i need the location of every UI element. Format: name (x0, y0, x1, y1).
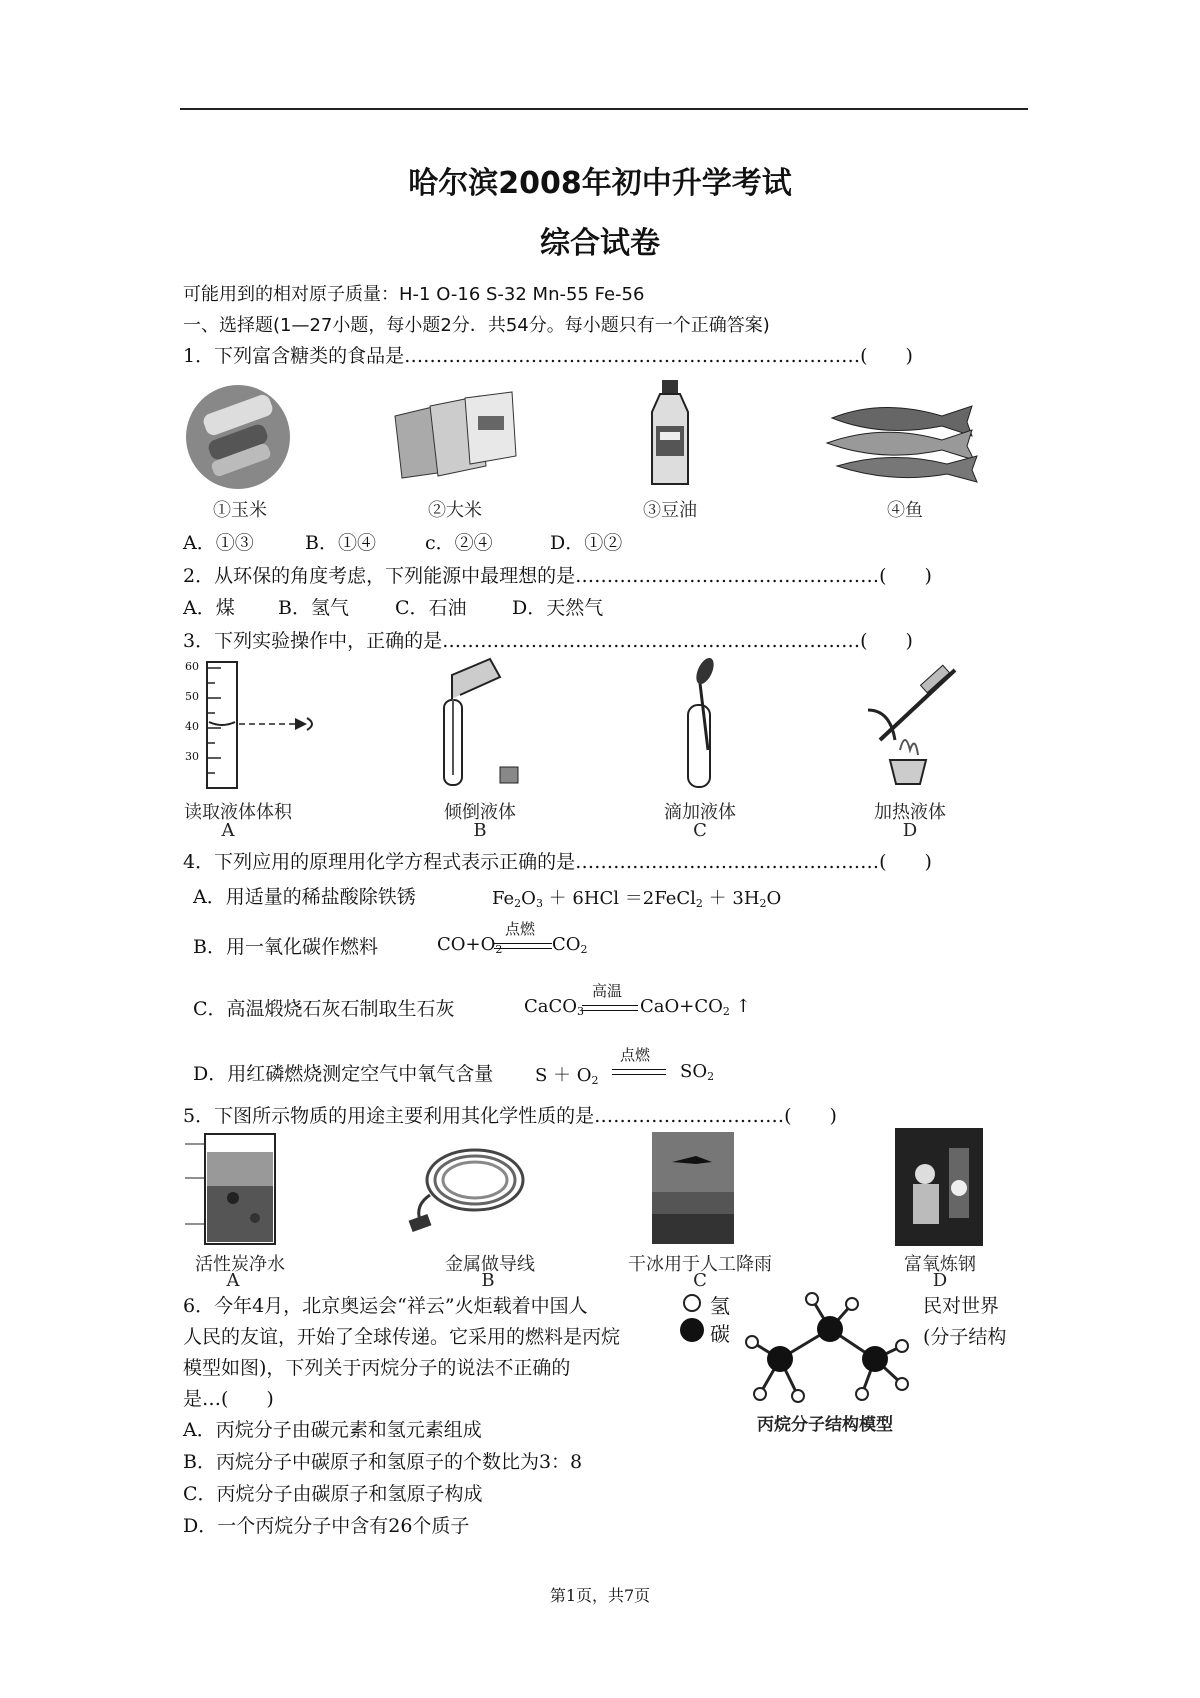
heating-liquid-figure (860, 660, 970, 790)
q1-stem: 1．下列富含糖类的食品是………………………………………………………………( ) (183, 345, 913, 367)
q3-caption-a: 读取液体体积 (184, 802, 292, 823)
q3-stem: 3．下列实验操作中，正确的是…………………………………………………………( ) (183, 630, 913, 652)
q4-equation-a: $Fe_2O_3 + 6HCl$ ＝2FeCl$_2$ ＋ $3H_2O$ (492, 888, 782, 910)
q6-line-1b: 民对世界 (923, 1295, 1000, 1317)
q1-caption-3: ③豆油 (643, 500, 697, 521)
q3-letter-b: B (473, 820, 487, 841)
q5-letter-c: C (693, 1270, 707, 1291)
q6-line-1a: 6．今年4月，北京奥运会“祥云”火炬载着中国人 (183, 1295, 588, 1317)
scale-label-40: 40 (185, 720, 199, 733)
q4-equals-c (582, 1005, 638, 1011)
pouring-liquid-figure (430, 655, 530, 790)
legend-hydrogen: 氢 (710, 1294, 730, 1318)
scale-label-60: 60 (185, 660, 199, 673)
scale-label-50: 50 (185, 690, 199, 703)
q2-stem: 2．从环保的角度考虑，下列能源中最理想的是…………………………………………( ) (183, 565, 932, 587)
graduated-cylinder-figure (183, 660, 333, 790)
q1-option-c: c．②④ (425, 532, 493, 554)
q5-letter-a: A (226, 1270, 240, 1291)
exam-subtitle: 综合试卷 (540, 226, 660, 261)
q6-line-2a: 人民的友谊，开始了全球传递。它采用的燃料是丙烷 (183, 1326, 621, 1348)
q6-option-b: B．丙烷分子中碳原子和氢原子的个数比为3：8 (183, 1451, 583, 1473)
section-heading: 一、选择题(1—27小题，每小题2分．共54分。每小题只有一个正确答案) (183, 315, 770, 336)
q4-equation-c-right: $CaO+CO_2$ ↑ (640, 996, 751, 1018)
propane-model-caption: 丙烷分子结构模型 (757, 1415, 893, 1435)
dry-ice-rain-image (652, 1132, 734, 1244)
rice-image (390, 386, 520, 486)
q4-equals-b (494, 943, 552, 949)
corn-image (183, 382, 293, 492)
q4-equation-d-right: $SO_2$ (680, 1061, 715, 1083)
q4-equals-d (612, 1069, 666, 1075)
activated-carbon-filter-image (183, 1128, 283, 1246)
q2-option-b: B．氢气 (278, 597, 349, 619)
q1-option-b: B．①④ (305, 532, 376, 554)
legend-carbon: 碳 (710, 1322, 730, 1346)
q1-option-a: A．①③ (183, 532, 254, 554)
q5-caption-c: 干冰用于人工降雨 (628, 1254, 772, 1275)
q5-stem: 5．下图所示物质的用途主要利用其化学性质的是…………………………( ) (183, 1105, 837, 1127)
fish-image (822, 398, 982, 483)
page-footer: 第1页，共7页 (549, 1586, 651, 1605)
q4-equation-c-left: CaCO$_3$ (524, 996, 585, 1018)
scale-label-30: 30 (185, 750, 199, 763)
q3-caption-d: 加热液体 (874, 802, 946, 823)
q2-option-d: D．天然气 (512, 597, 604, 619)
q3-letter-d: D (902, 820, 918, 841)
q4-option-d: D．用红磷燃烧测定空气中氧气含量 (193, 1063, 494, 1085)
q3-letter-a: A (221, 820, 235, 841)
exam-title: 哈尔滨2008年初中升学考试 (408, 166, 792, 201)
q6-line-4: 是…( ) (183, 1388, 274, 1410)
q6-option-c: C．丙烷分子由碳原子和氢原子构成 (183, 1483, 483, 1505)
q4-equation-b-right: $CO_2$ (552, 934, 588, 956)
q6-option-d: D．一个丙烷分子中含有26个质子 (183, 1515, 470, 1537)
q4-option-b: B．用一氧化碳作燃料 (193, 936, 378, 958)
q2-option-a: A．煤 (183, 597, 235, 619)
q4-option-c: C．高温煅烧石灰石制取生石灰 (193, 998, 455, 1020)
q1-option-d: D．①② (550, 532, 623, 554)
atomic-mass-note: 可能用到的相对原子质量：H-1 O-16 S-32 Mn-55 Fe-56 (183, 284, 645, 305)
q5-caption-b: 金属做导线 (445, 1254, 535, 1275)
q4-condition-b: 点燃 (505, 920, 536, 938)
q5-caption-a: 活性炭净水 (195, 1254, 285, 1275)
q4-condition-d: 点燃 (620, 1046, 651, 1064)
q1-caption-2: ②大米 (428, 500, 482, 521)
q6-line-3: 模型如图)，下列关于丙烷分子的说法不正确的 (183, 1357, 571, 1379)
q6-line-2b: (分子结构 (923, 1326, 1007, 1348)
dropping-liquid-figure (670, 655, 740, 790)
q4-condition-c: 高温 (592, 982, 623, 1000)
q4-stem: 4．下列应用的原理用化学方程式表示正确的是…………………………………………( ) (183, 851, 932, 873)
q3-letter-c: C (693, 820, 707, 841)
soy-oil-image (640, 378, 700, 488)
q5-letter-b: B (481, 1270, 495, 1291)
q4-equation-b-left: $CO+O_2$ (437, 934, 503, 956)
top-rule (180, 108, 1028, 110)
q4-option-a: A．用适量的稀盐酸除铁锈 (193, 886, 416, 908)
q5-caption-d: 富氧炼钢 (904, 1254, 976, 1275)
q4-equation-d-left: $S + O_2$ (535, 1065, 599, 1087)
q1-caption-4: ④鱼 (887, 500, 923, 521)
q3-caption-b: 倾倒液体 (444, 802, 516, 823)
metal-wire-image (400, 1135, 530, 1240)
q2-option-c: C．石油 (395, 597, 467, 619)
q3-caption-c: 滴加液体 (664, 802, 736, 823)
oxygen-steelmaking-image (895, 1128, 983, 1246)
q5-letter-d: D (932, 1270, 948, 1291)
q6-option-a: A．丙烷分子由碳元素和氢元素组成 (183, 1419, 482, 1441)
q1-caption-1: ①玉米 (213, 500, 267, 521)
